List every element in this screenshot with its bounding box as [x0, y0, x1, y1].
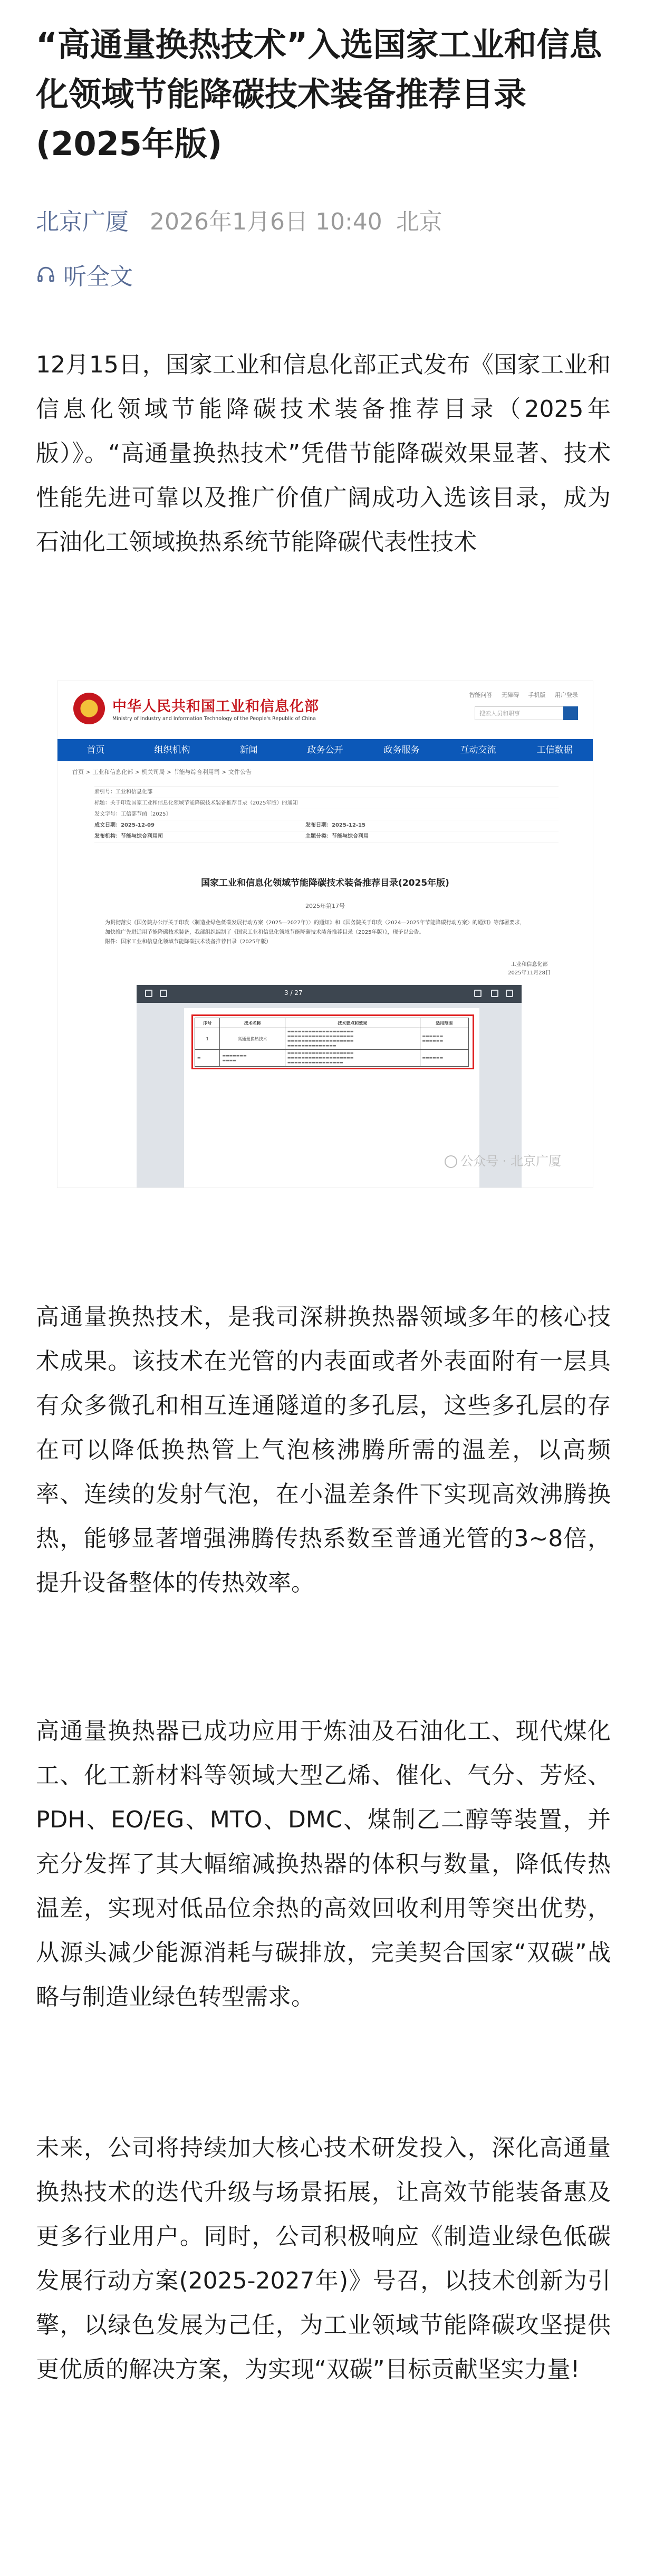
document-info-table: [94, 787, 559, 842]
watermark: 公众号 · 北京广厦: [445, 1151, 561, 1169]
ministry-header: [57, 681, 593, 739]
article-paragraph-1: 12月15日，国家工业和信息化部正式发布《国家工业和信息化领域节能降碳技术装备推荐目录（2025年版）》。“高通量换热技术”凭借节能降碳效果显著、技术性能先进可靠以及推广价值广阔成功入选该目录，成为石油化工领域换热系统节能降碳代表性技术: [36, 351, 611, 556]
account-name-link[interactable]: 北京广厦: [36, 208, 129, 235]
article-paragraph-3: 高通量换热器已成功应用于炼油及石油化工、现代煤化工、化工新材料等领域大型乙烯、催化、气分、芳烃、PDH、EO/EG、MTO、DMC、煤制乙二醇等装置，并充分发挥了其大幅缩减换热器的体积与数量，降低传热温差，实现对低品位余热的高效回收利用等突出优势，从源头减少能源消耗与碳排放，完美契合国家“双碳”战略与制造业绿色转型需求。: [36, 1718, 611, 2010]
document-title: 国家工业和信息化领域节能降碳技术装备推荐目录(2025年版): [201, 878, 449, 888]
table-cell: 高通量换热技术: [220, 1028, 285, 1050]
search-icon: [563, 706, 578, 720]
zoom-icon: [474, 990, 482, 997]
wechat-official-account-icon: [445, 1155, 457, 1168]
nav-item: 组织机构: [154, 745, 190, 755]
publish-date: 2026年1月6日 10:40: [150, 208, 382, 235]
highlight-box: [191, 1014, 474, 1069]
nav-item: 新闻: [239, 745, 258, 755]
table-cell: ▬: [195, 1050, 220, 1067]
menu-icon: [145, 990, 152, 997]
top-links: [462, 691, 579, 699]
ministry-name-en: Ministry of Industry and Information Technology of the People's Republic of China: [112, 716, 316, 722]
nav-item: 首页: [86, 745, 105, 755]
table-header: 技术要点和效果: [285, 1018, 420, 1028]
ministry-search-input: 搜索人员和职事: [475, 706, 564, 720]
ministry-nav: [57, 739, 593, 761]
info-row: 发文字号：工信部节函〔2025〕: [94, 809, 559, 820]
nav-item: 互动交流: [460, 745, 496, 755]
nav-item: 工信数据: [536, 745, 573, 755]
nav-item: 政务服务: [383, 745, 420, 755]
info-row: 索引号：工业和信息化部: [94, 787, 559, 798]
table-header: 适用范围: [420, 1018, 468, 1028]
article-title: “高通量换热技术”入选国家工业和信息化领域节能降碳技术装备推荐目录(2025年版): [36, 25, 602, 163]
top-link: 智能问答: [469, 692, 493, 698]
national-emblem-icon: [73, 693, 105, 724]
top-link: 手机版: [528, 692, 546, 698]
article-paragraph-2: 高通量换热技术，是我司深耕换热器领域多年的核心技术成果。该技术在光管的内表面或者外表面附有一层具有众多微孔和相互连通隧道的多孔层，这些多孔层的存在可以降低换热管上气泡核沸腾所需的温差，以高频率、连续的发射气泡，在小温差条件下实现高效沸腾换热，能够显著增强沸腾传热系数至普通光管的3~8倍，提升设备整体的传热效率。: [36, 1304, 611, 1596]
table-cell: ▬▬▬▬▬▬: [420, 1050, 468, 1067]
embedded-screenshot-image[interactable]: [57, 681, 593, 1188]
document-body: 为贯彻落实《国务院办公厅关于印发〈制造业绿色低碳发展行动方案（2025—2027年）〉的通知》和《国务院关于印发〈2024—2025年节能降碳行动方案〉的通知》等部署要求， 加快推广先进适用节能降碳技术装备，我部组织编制了《国家工业和信息化领域节能降碳技术装备推荐目录（2025年版）》，现予以公告。 附件：国家工业和信息化领域节能降碳技术装备推荐目录（2025年版）: [105, 920, 525, 945]
table-cell: 1: [195, 1028, 220, 1050]
ministry-name: 中华人民共和国工业和信息化部: [112, 698, 319, 715]
info-row: 成文日期：2025-12-09 发布日期：2025-12-15: [94, 820, 559, 831]
nav-item: 政务公开: [307, 745, 343, 755]
headphones-icon: [36, 264, 56, 284]
info-row: 发布机构：节能与综合利用司 主题分类：节能与综合利用: [94, 831, 559, 842]
table-cell: ▬▬▬▬▬▬ ▬▬▬▬▬▬: [420, 1028, 468, 1050]
print-icon: [506, 990, 513, 997]
pdf-page-number: 3 / 27: [284, 989, 303, 997]
pdf-page: [184, 1008, 479, 1188]
table-cell: ▬▬▬▬▬▬▬▬▬▬▬▬▬▬▬▬▬▬▬ ▬▬▬▬▬▬▬▬▬▬▬▬▬▬▬▬▬▬▬ ▬▬▬▬▬▬▬▬▬▬▬▬▬▬▬▬: [285, 1050, 420, 1067]
pdf-toolbar: [137, 985, 522, 1003]
info-row: 标题：关于印发国家工业和信息化领域节能降碳技术装备推荐目录（2025年版）的通知: [94, 798, 559, 809]
top-link: 无障碍: [502, 692, 519, 698]
ministry-breadcrumb: 首页 > 工业和信息化部 > 机关司局 > 节能与综合利用司 > 文件公告: [72, 769, 252, 775]
table-cell: ▬▬▬▬▬▬▬ ▬▬▬▬: [220, 1050, 285, 1067]
article-meta: [36, 205, 442, 234]
table-header: 序号: [195, 1018, 220, 1028]
article-paragraph-4: 未来，公司将持续加大核心技术研发投入，深化高通量换热技术的迭代升级与场景拓展，让高效节能装备惠及更多行业用户。同时，公司积极响应《制造业绿色低碳发展行动方案(2025-2027年)》号召，以技术创新为引擎，以绿色发展为己任，为工业领域节能降碳攻坚提供更优质的解决方案，为实现“双碳”目标贡献坚实力量!: [36, 2134, 611, 2383]
document-number: 2025年第17号: [305, 903, 345, 909]
document-signature: 工业和信息化部 2025年11月28日: [508, 962, 551, 976]
listen-label: 听全文: [63, 263, 133, 290]
table-header: 技术名称: [220, 1018, 285, 1028]
page-thumbnail-icon: [160, 990, 167, 997]
publish-location: 北京: [396, 208, 442, 235]
table-cell: ▬▬▬▬▬▬▬▬▬▬▬▬▬▬▬▬▬▬▬ ▬▬▬▬▬▬▬▬▬▬▬▬▬▬▬▬▬▬▬ ▬▬▬▬▬▬▬▬▬▬▬▬▬▬▬▬▬▬▬ ▬▬▬▬▬▬▬▬▬▬▬▬▬▬: [285, 1028, 420, 1050]
top-link: 用户登录: [555, 692, 578, 698]
download-icon: [491, 990, 498, 997]
listen-full-text-button[interactable]: [36, 258, 133, 290]
